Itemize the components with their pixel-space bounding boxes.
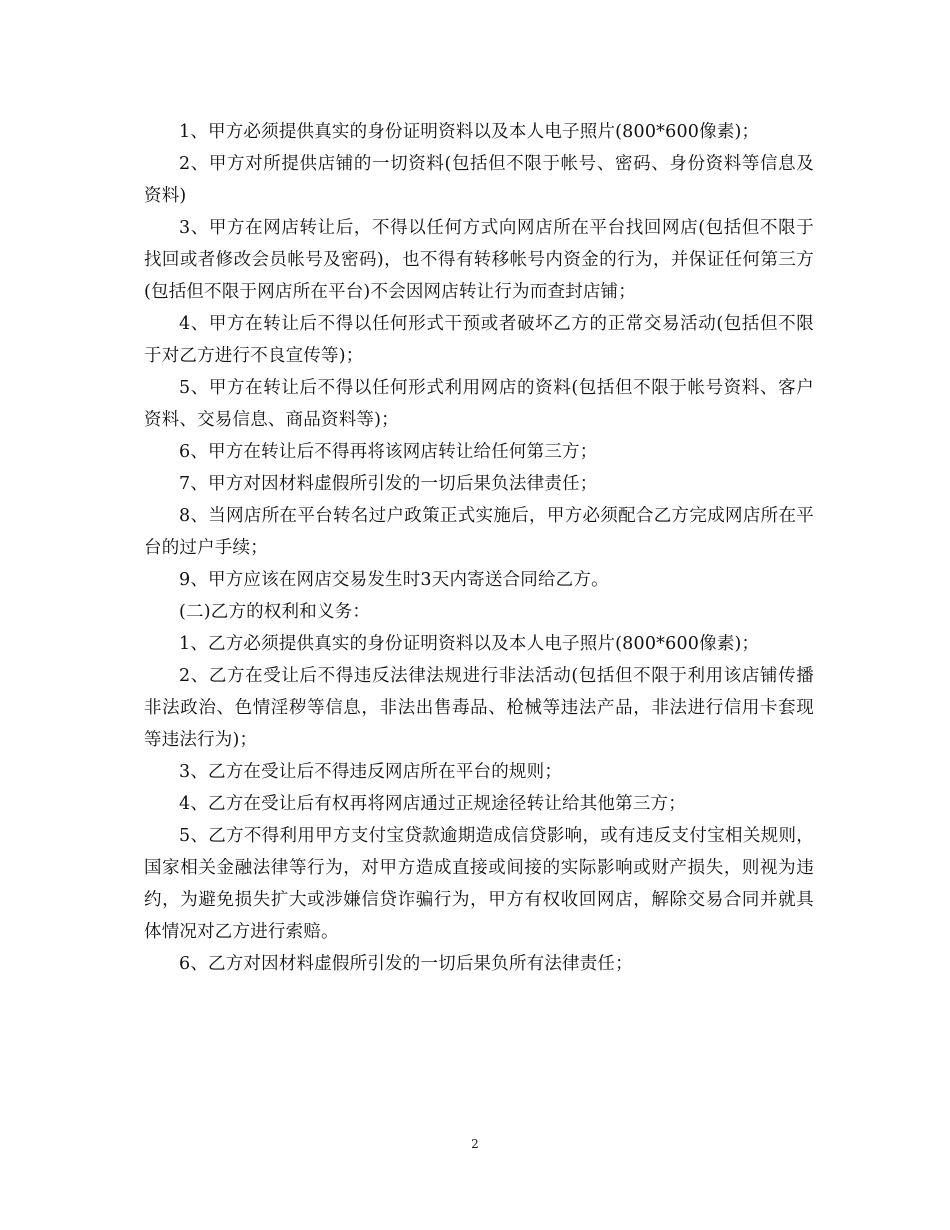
paragraph-1: 1、甲方必须提供真实的身份证明资料以及本人电子照片(800*600像素)； — [179, 122, 760, 142]
paragraph-5: 5、甲方在转让后不得以任何形式利用网店的资料(包括但不限于帐号资料、客户资料、交易信息、商品资料等)； — [144, 378, 814, 430]
paragraph-9: 9、甲方应该在网店交易发生时3天内寄送合同给乙方。 — [179, 570, 609, 590]
section-heading-party-b: (二)乙方的权利和义务： — [179, 602, 371, 622]
paragraph-2: 2、甲方对所提供店铺的一切资料(包括但不限于帐号、密码、身份资料等信息及资料) — [144, 154, 814, 206]
paragraph-11: 1、乙方必须提供真实的身份证明资料以及本人电子照片(800*600像素)； — [179, 634, 760, 654]
document-body — [144, 116, 814, 980]
page-number: 2 — [471, 1137, 479, 1151]
paragraph-15: 5、乙方不得利用甲方支付宝贷款逾期造成信贷影响，或有违反支付宝相关规则，国家相关金融法律等行为，对甲方造成直接或间接的实际影响或财产损失，则视为违约，为避免损失扩大或涉嫌信贷诈骗行为，甲方有权收回网店，解除交易合同并就具体情况对乙方进行索赔。 — [144, 826, 814, 942]
paragraph-8: 8、当网店所在平台转名过户政策正式实施后，甲方必须配合乙方完成网店所在平台的过户手续； — [144, 506, 814, 558]
paragraph-16: 6、乙方对因材料虚假所引发的一切后果负所有法律责任； — [179, 954, 633, 974]
paragraph-14: 4、乙方在受让后有权再将网店通过正规途径转让给其他第三方； — [179, 794, 686, 814]
paragraph-6: 6、甲方在转让后不得再将该网店转让给任何第三方； — [179, 442, 598, 462]
paragraph-7: 7、甲方对因材料虚假所引发的一切后果负法律责任； — [179, 474, 598, 494]
paragraph-3: 3、甲方在网店转让后，不得以任何方式向网店所在平台找回网店(包括但不限于找回或者修改会员帐号及密码)，也不得有转移帐号内资金的行为，并保证任何第三方(包括但不限于网店所在平台)不会因网店转让行为而查封店铺； — [144, 218, 814, 302]
paragraph-13: 3、乙方在受让后不得违反网店所在平台的规则； — [179, 762, 563, 782]
paragraph-12: 2、乙方在受让后不得违反法律法规进行非法活动(包括但不限于利用该店铺传播非法政治、色情淫秽等信息，非法出售毒品、枪械等违法产品，非法进行信用卡套现等违法行为)； — [144, 666, 814, 750]
paragraph-4: 4、甲方在转让后不得以任何形式干预或者破坏乙方的正常交易活动(包括但不限于对乙方进行不良宣传等)； — [144, 314, 814, 366]
